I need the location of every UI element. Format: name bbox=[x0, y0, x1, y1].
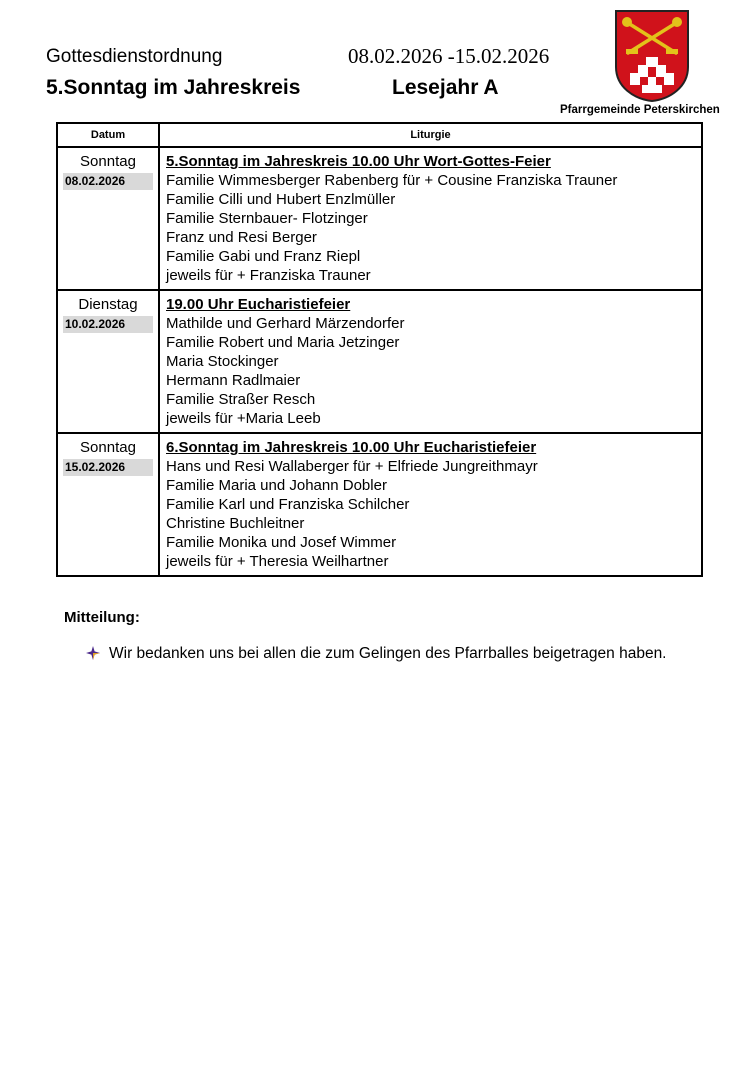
notice-item: Wir bedanken uns bei allen die zum Gelingen des Pfarrballes beigetragen haben. bbox=[109, 645, 667, 662]
date-badge: 10.02.2026 bbox=[63, 316, 153, 333]
intention-line: Maria Stockinger bbox=[166, 353, 279, 370]
intention-line: Mathilde und Gerhard Märzendorfer bbox=[166, 315, 405, 332]
date-badge: 08.02.2026 bbox=[63, 173, 153, 190]
day-name: Sonntag bbox=[80, 153, 136, 170]
table-row bbox=[57, 433, 702, 576]
intention-line: jeweils für +Maria Leeb bbox=[166, 410, 321, 427]
four-point-star-bullet-icon bbox=[86, 646, 100, 660]
parish-name: Pfarrgemeinde Peterskirchen bbox=[560, 104, 720, 116]
lesejahr-heading: Lesejahr A bbox=[392, 76, 499, 99]
liturgy-cell bbox=[159, 290, 702, 433]
date-range: 08.02.2026 -15.02.2026 bbox=[348, 44, 550, 68]
intention-line: Familie Karl und Franziska Schilcher bbox=[166, 496, 410, 513]
column-header-liturgie: Liturgie bbox=[159, 123, 702, 147]
liturgy-cell bbox=[159, 433, 702, 576]
day-name: Dienstag bbox=[78, 296, 138, 313]
intention-line: jeweils für + Theresia Weilhartner bbox=[166, 553, 389, 570]
table-row bbox=[57, 147, 702, 290]
intention-line: Familie Straßer Resch bbox=[166, 391, 316, 408]
intention-line: Christine Buchleitner bbox=[166, 515, 305, 532]
intention-line: Familie Cilli und Hubert Enzlmüller bbox=[166, 191, 396, 208]
liturgy-table bbox=[56, 122, 703, 577]
intention-line: Franz und Resi Berger bbox=[166, 229, 317, 246]
parish-crest-icon bbox=[614, 9, 690, 103]
table-row bbox=[57, 290, 702, 433]
intention-line: Hermann Radlmaier bbox=[166, 372, 301, 389]
table-header-row bbox=[57, 123, 702, 147]
intention-line: Familie Wimmesberger Rabenberg für + Cousine Franziska Trauner bbox=[166, 172, 618, 189]
column-header-datum: Datum bbox=[57, 123, 159, 147]
intention-line: jeweils für + Franziska Trauner bbox=[166, 267, 371, 284]
intention-line: Familie Sternbauer- Flotzinger bbox=[166, 210, 368, 227]
intention-line: Familie Monika und Josef Wimmer bbox=[166, 534, 397, 551]
service-title: 6.Sonntag im Jahreskreis 10.00 Uhr Eucharistiefeier bbox=[166, 439, 537, 456]
date-cell bbox=[57, 147, 159, 290]
date-cell bbox=[57, 433, 159, 576]
date-badge: 15.02.2026 bbox=[63, 459, 153, 476]
notice-heading: Mitteilung: bbox=[64, 609, 140, 626]
liturgy-cell bbox=[159, 147, 702, 290]
service-title: 19.00 Uhr Eucharistiefeier bbox=[166, 296, 351, 313]
occasion-heading: 5.Sonntag im Jahreskreis bbox=[46, 76, 301, 99]
intention-line: Hans und Resi Wallaberger für + Elfriede Jungreithmayr bbox=[166, 458, 538, 475]
intention-line: Familie Gabi und Franz Riepl bbox=[166, 248, 361, 265]
intention-line: Familie Maria und Johann Dobler bbox=[166, 477, 387, 494]
intention-line: Familie Robert und Maria Jetzinger bbox=[166, 334, 400, 351]
date-cell bbox=[57, 290, 159, 433]
day-name: Sonntag bbox=[80, 439, 136, 456]
service-title: 5.Sonntag im Jahreskreis 10.00 Uhr Wort-Gottes-Feier bbox=[166, 153, 551, 170]
document-title: Gottesdienstordnung bbox=[46, 46, 223, 67]
